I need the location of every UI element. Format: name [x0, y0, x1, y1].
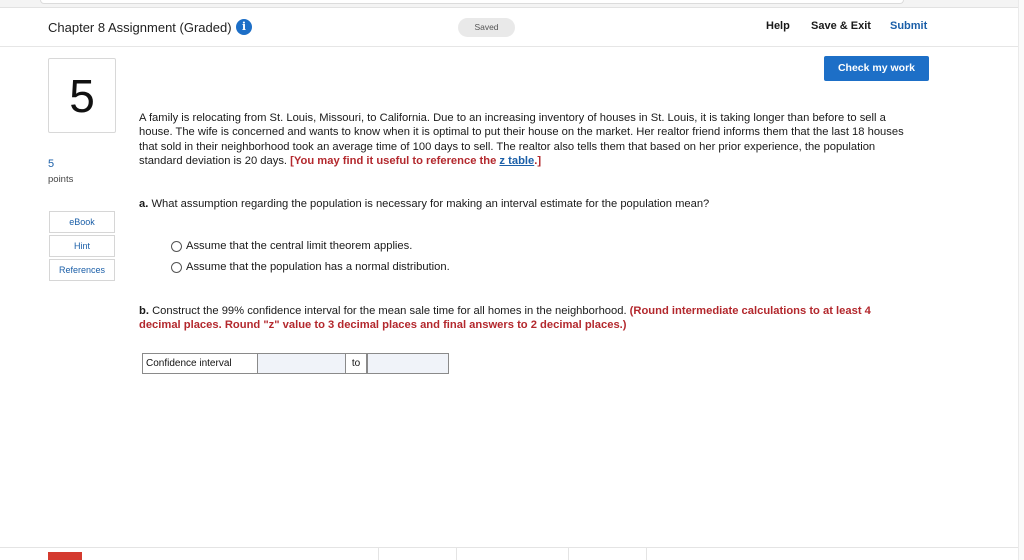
question-stem-text: A family is relocating from St. Louis, Missouri, to California. Due to an increasing inventory of houses in St. Louis, it is taking longer than before to sell a house. The wife is concerned and wants to know when it is optimal to put their house on the market. Her realtor friend informs them that the last 18 houses that sold in their neighborhood took an average time of 100 days to sell. The realtor also tells them that based on her prior experience, the population standard deviation is 20 days. [139, 112, 904, 168]
references-button[interactable]: References [49, 259, 115, 281]
submit-link[interactable]: Submit [890, 20, 928, 32]
ci-upper-input[interactable] [367, 353, 449, 374]
option-clt[interactable] [171, 240, 412, 252]
radio-button[interactable] [171, 241, 182, 252]
footer-divider-tick [378, 548, 379, 560]
browser-tab [40, 0, 904, 4]
ebook-button[interactable]: eBook [49, 211, 115, 233]
option-normal[interactable] [171, 261, 450, 273]
z-table-note [290, 155, 541, 167]
part-b-text: Construct the 99% confidence interval for the mean sale time for all homes in the neighborhood. [152, 305, 627, 317]
points-label: points [48, 174, 74, 185]
points-value: 5 [48, 158, 55, 170]
question-number-box [48, 58, 116, 133]
check-my-work-button[interactable]: Check my work [824, 56, 929, 81]
question-number: 5 [69, 70, 95, 122]
browser-tab-strip [0, 0, 1024, 8]
saved-status-badge: Saved [458, 18, 515, 37]
radio-button[interactable] [171, 262, 182, 273]
footer-divider-tick [646, 548, 647, 560]
part-a-label: a. [139, 198, 149, 210]
footer-divider-tick [568, 548, 569, 560]
window-edge [1018, 0, 1024, 560]
part-a-text: What assumption regarding the population is necessary for making an interval estimate for the population mean? [151, 198, 710, 210]
part-b-prompt [139, 304, 915, 333]
confidence-interval-row [142, 353, 449, 374]
question-stem [139, 111, 915, 169]
help-link[interactable]: Help [766, 20, 790, 32]
ci-to-label: to [346, 353, 367, 374]
part-b-rounding-note: (Round intermediate calculations to at least 4 decimal places. Round "z" value to 3 decimal places and final answers to 2 decimal places.) [139, 305, 871, 332]
z-table-note-close: .] [534, 155, 542, 168]
option-label: Assume that the population has a normal distribution. [186, 261, 450, 273]
save-exit-link[interactable]: Save & Exit [811, 20, 871, 32]
confidence-interval-label: Confidence interval [142, 353, 258, 374]
footer-divider-tick [456, 548, 457, 560]
z-table-note-open: [You may find it useful to reference the [290, 155, 497, 168]
option-label: Assume that the central limit theorem applies. [186, 240, 413, 252]
assignment-header [0, 9, 1024, 47]
z-table-link[interactable]: z table [499, 155, 535, 168]
ci-lower-input[interactable] [258, 353, 346, 374]
footer-logo-mark [48, 552, 82, 560]
part-a-prompt [139, 198, 709, 210]
footer-divider [0, 547, 1024, 548]
part-b-label: b. [139, 305, 149, 317]
info-icon[interactable]: i [236, 19, 252, 35]
hint-button[interactable]: Hint [49, 235, 115, 257]
assignment-title: Chapter 8 Assignment (Graded) [48, 20, 232, 35]
